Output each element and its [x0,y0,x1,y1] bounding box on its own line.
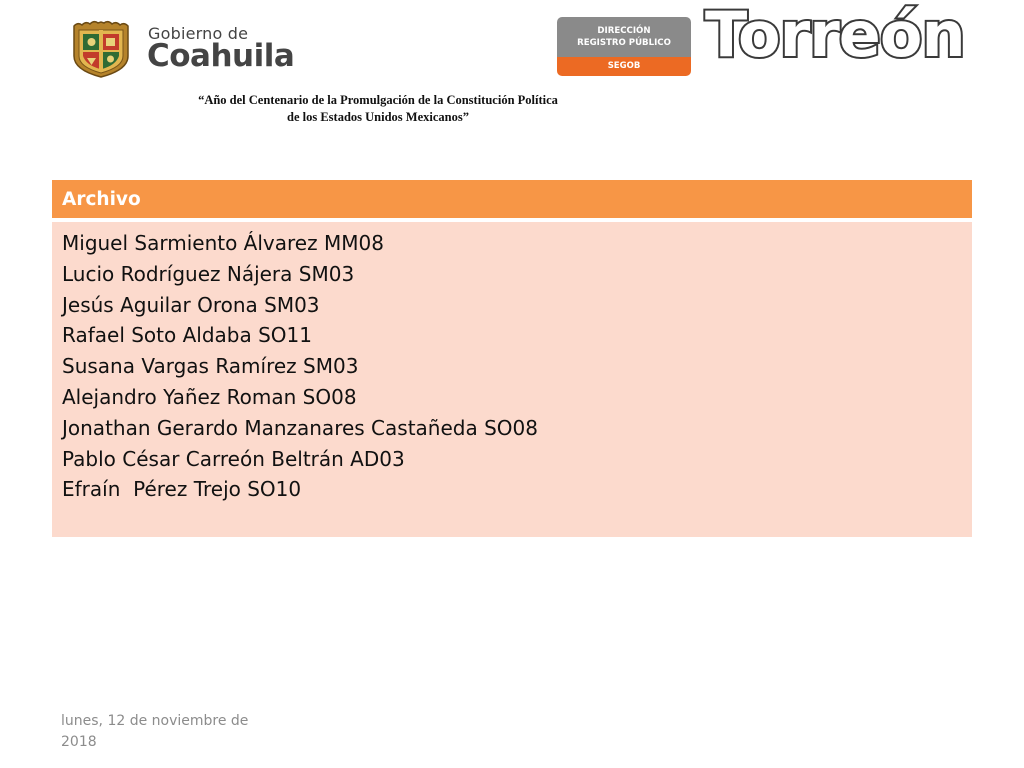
archivo-table-body [52,222,972,537]
quote-line-2: de los Estados Unidos Mexicanos” [287,110,469,124]
gobierno-coahuila-logo [68,18,308,78]
badge-line-registro-publico: REGISTRO PÚBLICO [577,38,671,48]
coahuila-wordmark: Coahuila [147,38,295,74]
list-item: Efraín Pérez Trejo SO10 [62,477,302,502]
list-item: Jesús Aguilar Orona SM03 [62,292,320,317]
badge-line-direccion: DIRECCIÓN [597,26,651,36]
centenario-quote [128,92,628,126]
list-item: Pablo César Carreón Beltrán AD03 [62,446,405,471]
torreon-wordmark [705,0,965,71]
list-item: Alejandro Yañez Roman SO08 [62,384,357,409]
coahuila-shield-icon [68,20,134,78]
registro-publico-badge-top [557,17,691,57]
registro-publico-badge [557,17,691,76]
archivo-table-header: Archivo [52,180,972,218]
list-item: Rafael Soto Aldaba SO11 [62,323,312,348]
list-item: Susana Vargas Ramírez SM03 [62,354,359,379]
list-item: Miguel Sarmiento Álvarez MM08 [62,231,384,255]
list-item: Lucio Rodríguez Nájera SM03 [62,261,355,286]
quote-line-1: “Año del Centenario de la Promulgación de la Constitución Política [198,93,558,107]
gobierno-de-label: Gobierno de [148,24,249,43]
torreon-wordmark-text: Torreón [705,0,965,71]
list-item: Jonathan Gerardo Manzanares Castañeda SO08 [62,415,538,440]
archivo-table [52,180,972,537]
slide-date: lunes, 12 de noviembre de 2018 [61,713,249,750]
badge-segob: SEGOB [557,57,691,76]
